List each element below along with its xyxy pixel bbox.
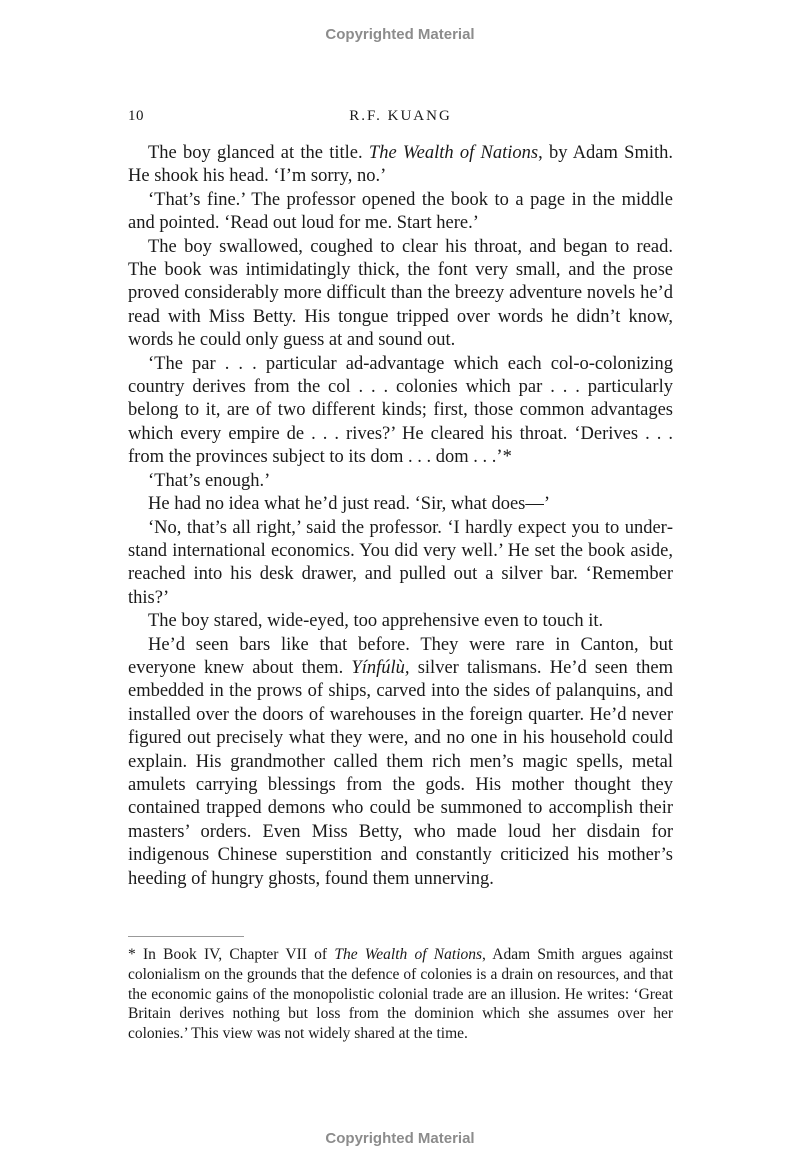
paragraph [128,236,673,353]
text-run: silver talismans. He’d seen them embedded in the prows of ships, carved into the sides of palanquins, and installed over the doors of warehouses in the foreign quarter. He’d never figured out precisely what they were, and no one in his household could explain. His grandmother called them rich men’s magic spells, metal amulets carrying blessings from the gods. His mother thought they contained trapped demons who could be summoned to accomplish their masters’ orders. Even Miss Betty, who made loud her disdain for indigenous Chinese superstition and constantly criticized his mother’s heeding of hungry ghosts, found them unnerving. [128,657,674,889]
text-run: He’d seen bars like that before. They were rare in Canton, but everyone knew about them. [128,634,673,678]
body-text [128,142,673,891]
paragraph [128,142,673,189]
foreign-term-italic: Yínfúlù, [351,657,410,678]
text-run: ‘No, that’s all right,’ said the professor. ‘I hardly expect you to understand international economics. You did very well.’ He set the book aside, reached into his desk drawer, and pulled out a silver bar. ‘Remember this?’ [128,517,673,608]
text-run: The boy swallowed, coughed to clear his throat, and began to read. The book was intimidatingly thick, the font very small, and the prose proved considerably more difficult than the breezy adventure novels he’d read with Miss Betty. His tongue tripped over words he didn’t know, words he could only guess at and sound out. [128,236,673,351]
text-run: The boy stared, wide-eyed, too apprehensive even to touch it. [148,611,604,632]
text-run: * In Book IV, Chapter VII of [128,946,335,963]
text-run: , Adam Smith argues against colonialism on the grounds that the defence of colonies is a drain on resources, and that the economic gains of the monopolistic colonial trade are an illusion. He writes: ‘Great Britain derives nothing but loss from the dominion which she assumes over her colonies.’ This view was not widely shared at the time. [128,946,673,1043]
book-title-italic: The Wealth of Nations [368,143,539,163]
paragraph [128,634,673,891]
text-run: ‘That’s fine.’ The professor opened the book to a page in the middle and pointed. ‘Read out loud for me. Start here.’ [128,189,673,234]
text-run: The boy glanced at the title. [148,143,369,163]
text-run: , by Adam Smith. He shook his head. ‘I’m sorry, no.’ [128,143,673,187]
paragraph [128,189,673,236]
book-title-italic: The Wealth of Nations [334,946,483,963]
copyright-watermark-bottom: Copyrighted Material [325,1130,475,1147]
text-run: He had no idea what he’d just read. ‘Sir, what does—’ [148,494,551,515]
footnote [128,945,673,1044]
page-number: 10 [128,108,144,124]
paragraph [128,353,673,470]
footnote-divider [128,936,244,937]
paragraph [128,493,673,516]
copyright-watermark-top: Copyrighted Material [325,26,475,43]
paragraph [128,470,673,493]
paragraph [128,517,673,611]
text-run: ‘The par . . . particular ad-advantage which each col-o-colonizing country derives from the col . . . colonies which par . . . particularly belong to it, are of two different kinds; first, those common advantages which every empire de . . . rives?’ He cleared his throat. ‘Derives . . . from the provinces subject to its dom . . . dom . . .’* [128,353,673,468]
author-header: R.F. KUANG [349,108,452,124]
footnote-text [128,945,673,1044]
text-run: ‘That’s enough.’ [148,470,271,491]
paragraph [128,610,673,633]
running-head [128,108,673,130]
